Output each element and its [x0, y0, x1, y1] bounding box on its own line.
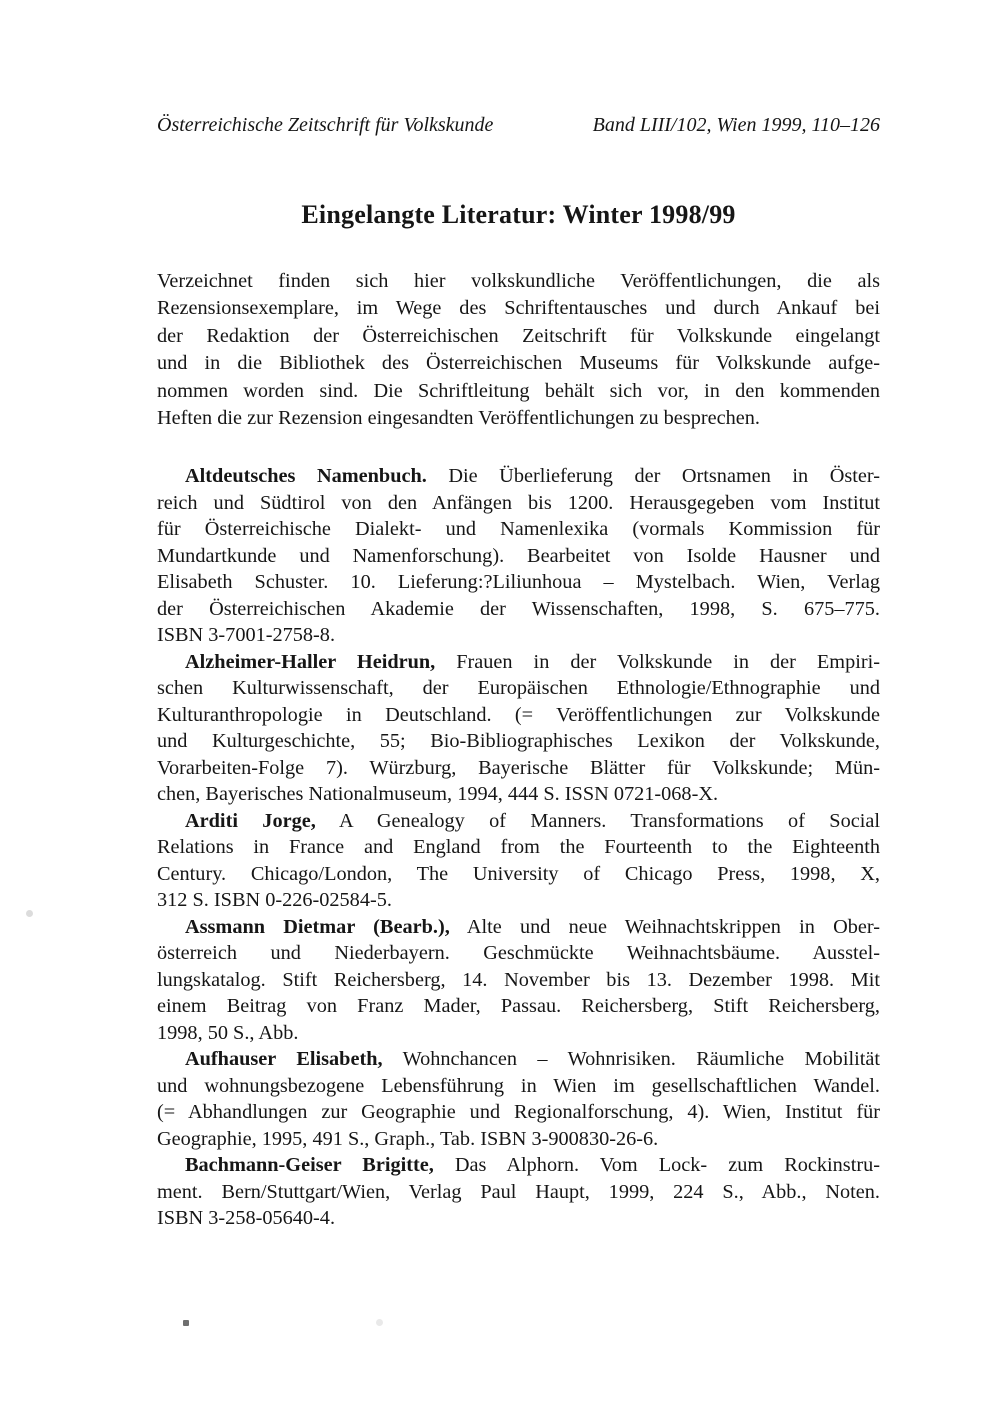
bibliography-entry: [157, 649, 880, 808]
text-line: Verzeichnet finden sich hier volkskundliche Veröffentlichungen, die als: [157, 270, 880, 292]
text-line: Elisabeth Schuster. 10. Lieferung:?Liliunhoua – Mystelbach. Wien, Verlag: [157, 571, 880, 594]
page-title: Eingelangte Literatur: Winter 1998/99: [301, 200, 736, 229]
text-line: ment. Bern/Stuttgart/Wien, Verlag Paul Haupt, 1999, 224 S., Abb., Noten.: [157, 1180, 880, 1203]
journal-title: Österreichische Zeitschrift für Volkskunde: [157, 114, 494, 136]
text-line: Heften die zur Rezension eingesandten Veröffentlichungen zu besprechen.: [157, 406, 760, 429]
entry-first-line: Altdeutsches Namenbuch. Die Überlieferung der Ortsnamen in Öster-: [185, 465, 880, 488]
bibliography-entry: [157, 1046, 880, 1152]
bibliography-entry: [157, 808, 880, 914]
text-line: (= Abhandlungen zur Geographie und Regionalforschung, 4). Wien, Institut für: [157, 1101, 880, 1124]
text-line: schen Kulturwissenschaft, der Europäischen Ethnologie/Ethnographie und: [157, 677, 880, 700]
text-block: [157, 0, 880, 1232]
text-line: für Österreichische Dialekt- und Namenlexika (vormals Kommission für: [157, 518, 880, 541]
entry-author: Arditi Jorge,: [185, 809, 316, 832]
text-line: Rezensionsexemplare, im Wege des Schriftentausches und durch Ankauf bei: [157, 297, 880, 320]
text-line: einem Beitrag von Franz Mader, Passau. Reichersberg, Stift Reichersberg,: [157, 995, 880, 1018]
text-line: reich und Südtirol von den Anfängen bis 1200. Herausgegeben vom Institut: [157, 491, 880, 514]
text-line: lungskatalog. Stift Reichersberg, 14. November bis 13. Dezember 1998. Mit: [157, 968, 880, 991]
entry-author: Aufhauser Elisabeth,: [185, 1048, 383, 1071]
entry-author: Alzheimer-Haller Heidrun,: [185, 650, 436, 673]
scan-speck: [376, 1319, 383, 1326]
scan-speck: [183, 1320, 189, 1326]
bibliography-entry: [157, 914, 880, 1047]
entry-author: Assmann Dietmar (Bearb.),: [185, 915, 450, 938]
entry-first-line: Alzheimer-Haller Heidrun, Frauen in der Volkskunde in der Empiri-: [185, 650, 880, 673]
text-line: der Redaktion der Österreichischen Zeitschrift für Volkskunde eingelangt: [157, 324, 880, 347]
entry-first-line: Arditi Jorge, A Genealogy of Manners. Transformations of Social: [185, 809, 880, 832]
entry-author: Bachmann-Geiser Brigitte,: [185, 1154, 434, 1177]
entry-first-line: Bachmann-Geiser Brigitte, Das Alphorn. Vom Lock- zum Rockinstru-: [185, 1154, 880, 1177]
text-line: 1998, 50 S., Abb.: [157, 1021, 299, 1044]
text-line: Relations in France and England from the Fourteenth to the Eighteenth: [157, 836, 880, 859]
entry-first-line: Aufhauser Elisabeth, Wohnchancen – Wohnrisiken. Räumliche Mobilität: [185, 1048, 880, 1071]
intro-paragraph: [157, 268, 880, 432]
issue-info: Band LIII/102, Wien 1999, 110–126: [592, 114, 880, 136]
text-line: österreich und Niederbayern. Geschmückte Weihnachtsbäume. Ausstel-: [157, 942, 880, 965]
text-line: nommen worden sind. Die Schriftleitung behält sich vor, in den kommenden: [157, 379, 880, 402]
text-line: Century. Chicago/London, The University of Chicago Press, 1998, X,: [157, 862, 880, 885]
scan-speck: [26, 910, 33, 917]
bibliography-entry: [157, 1152, 880, 1232]
entry-first-line: Assmann Dietmar (Bearb.), Alte und neue Weihnachtskrippen in Ober-: [185, 915, 880, 938]
bibliography-entry: [157, 463, 880, 649]
text-line: Vorarbeiten-Folge 7). Würzburg, Bayerische Blätter für Volkskunde; Mün-: [157, 756, 880, 779]
text-line: der Österreichischen Akademie der Wissenschaften, 1998, S. 675–775.: [157, 597, 880, 620]
text-line: und wohnungsbezogene Lebensführung in Wien im gesellschaftlichen Wandel.: [157, 1074, 880, 1097]
text-line: Mundartkunde und Namenforschung). Bearbeitet von Isolde Hausner und: [157, 544, 880, 567]
running-header: [157, 112, 880, 139]
text-line: und in die Bibliothek des Österreichischen Museums für Volkskunde aufge-: [157, 352, 880, 375]
text-line: ISBN 3-7001-2758-8.: [157, 624, 336, 647]
text-line: 312 S. ISBN 0-226-02584-5.: [157, 889, 392, 912]
entry-author: Altdeutsches Namenbuch.: [185, 465, 427, 488]
text-line: ISBN 3-258-05640-4.: [157, 1207, 336, 1230]
bibliography-list: [157, 463, 880, 1232]
text-line: und Kulturgeschichte, 55; Bio-Bibliographisches Lexikon der Volkskunde,: [157, 730, 880, 753]
text-line: Kulturanthropologie in Deutschland. (= Veröffentlichungen zur Volkskunde: [157, 703, 880, 726]
text-line: chen, Bayerisches Nationalmuseum, 1994, 444 S. ISSN 0721-068-X.: [157, 783, 719, 806]
text-line: Geographie, 1995, 491 S., Graph., Tab. ISBN 3-900830-26-6.: [157, 1127, 659, 1150]
